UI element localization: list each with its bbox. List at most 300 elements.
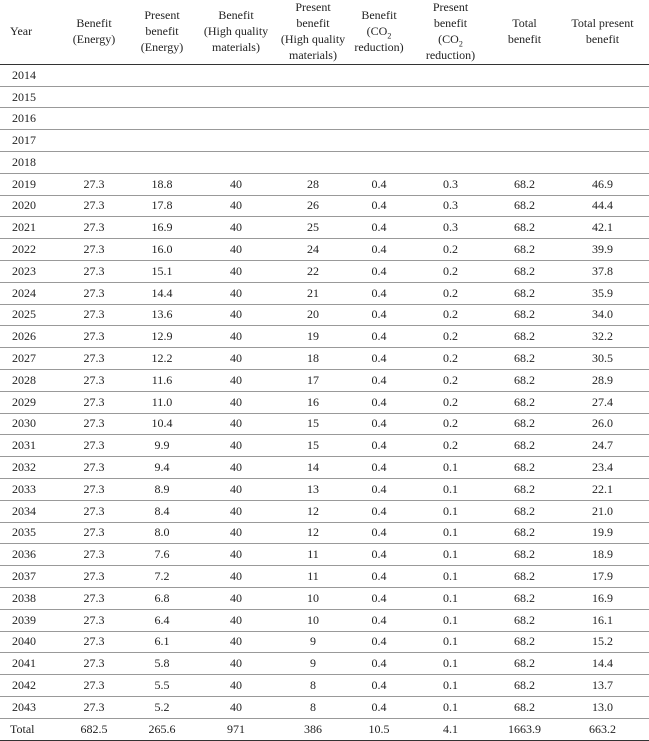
value-cell: 17.8 xyxy=(128,195,196,217)
value-cell: 5.2 xyxy=(128,696,196,718)
value-cell: 68.2 xyxy=(493,544,556,566)
value-cell xyxy=(128,152,196,174)
value-cell: 0.1 xyxy=(408,457,493,479)
value-cell: 16 xyxy=(276,391,350,413)
value-cell: 27.3 xyxy=(60,282,128,304)
value-cell: 0.1 xyxy=(408,696,493,718)
value-cell: 68.2 xyxy=(493,696,556,718)
table-row xyxy=(0,653,649,675)
year-cell: 2028 xyxy=(0,369,60,391)
value-cell: 40 xyxy=(196,631,276,653)
value-cell: 0.1 xyxy=(408,587,493,609)
value-cell: 20 xyxy=(276,304,350,326)
value-cell: 27.3 xyxy=(60,173,128,195)
value-cell: 0.4 xyxy=(350,675,408,697)
value-cell: 39.9 xyxy=(556,239,649,261)
value-cell: 7.6 xyxy=(128,544,196,566)
value-cell xyxy=(128,130,196,152)
value-cell: 13.0 xyxy=(556,696,649,718)
value-cell: 40 xyxy=(196,609,276,631)
value-cell: 6.1 xyxy=(128,631,196,653)
value-cell: 27.3 xyxy=(60,566,128,588)
value-cell: 32.2 xyxy=(556,326,649,348)
value-cell xyxy=(276,130,350,152)
total-cell: 4.1 xyxy=(408,718,493,740)
value-cell xyxy=(196,152,276,174)
value-cell: 19.9 xyxy=(556,522,649,544)
value-cell: 0.4 xyxy=(350,609,408,631)
value-cell: 40 xyxy=(196,566,276,588)
value-cell: 0.4 xyxy=(350,217,408,239)
value-cell: 0.1 xyxy=(408,478,493,500)
value-cell: 18.8 xyxy=(128,173,196,195)
value-cell: 0.4 xyxy=(350,369,408,391)
value-cell: 46.9 xyxy=(556,173,649,195)
value-cell: 68.2 xyxy=(493,348,556,370)
value-cell: 18.9 xyxy=(556,544,649,566)
table-body xyxy=(0,64,649,718)
value-cell: 0.2 xyxy=(408,326,493,348)
value-cell: 0.2 xyxy=(408,348,493,370)
value-cell: 68.2 xyxy=(493,173,556,195)
table-row xyxy=(0,500,649,522)
value-cell xyxy=(408,130,493,152)
value-cell: 22.1 xyxy=(556,478,649,500)
value-cell: 40 xyxy=(196,587,276,609)
value-cell xyxy=(60,108,128,130)
value-cell: 27.3 xyxy=(60,631,128,653)
value-cell: 27.3 xyxy=(60,413,128,435)
table-row xyxy=(0,631,649,653)
year-cell: 2029 xyxy=(0,391,60,413)
value-cell: 0.4 xyxy=(350,413,408,435)
value-cell: 27.3 xyxy=(60,609,128,631)
value-cell: 15 xyxy=(276,435,350,457)
value-cell: 0.1 xyxy=(408,631,493,653)
year-cell: 2043 xyxy=(0,696,60,718)
value-cell: 10.4 xyxy=(128,413,196,435)
header-benefit-materials: Benefit (High quality materials) xyxy=(196,0,276,64)
value-cell: 27.3 xyxy=(60,522,128,544)
value-cell: 17.9 xyxy=(556,566,649,588)
value-cell xyxy=(196,130,276,152)
value-cell: 0.4 xyxy=(350,304,408,326)
value-cell: 8.0 xyxy=(128,522,196,544)
value-cell: 0.3 xyxy=(408,173,493,195)
value-cell: 15.2 xyxy=(556,631,649,653)
value-cell: 0.2 xyxy=(408,282,493,304)
value-cell: 0.1 xyxy=(408,522,493,544)
value-cell: 40 xyxy=(196,260,276,282)
year-cell: 2018 xyxy=(0,152,60,174)
value-cell: 0.4 xyxy=(350,282,408,304)
value-cell: 0.2 xyxy=(408,260,493,282)
value-cell: 11 xyxy=(276,566,350,588)
value-cell: 68.2 xyxy=(493,435,556,457)
value-cell: 68.2 xyxy=(493,326,556,348)
value-cell: 42.1 xyxy=(556,217,649,239)
value-cell: 11 xyxy=(276,544,350,566)
table-row xyxy=(0,696,649,718)
value-cell: 27.3 xyxy=(60,544,128,566)
year-cell: 2031 xyxy=(0,435,60,457)
value-cell xyxy=(556,152,649,174)
value-cell: 28.9 xyxy=(556,369,649,391)
header-present-benefit-co2: Present benefit ($CO_2$ reduction) xyxy=(408,0,493,64)
value-cell xyxy=(556,64,649,86)
value-cell: 5.5 xyxy=(128,675,196,697)
value-cell: 68.2 xyxy=(493,500,556,522)
value-cell xyxy=(408,86,493,108)
value-cell: 68.2 xyxy=(493,566,556,588)
year-cell: 2026 xyxy=(0,326,60,348)
value-cell xyxy=(276,86,350,108)
value-cell: 0.2 xyxy=(408,304,493,326)
table-row xyxy=(0,86,649,108)
value-cell: 27.3 xyxy=(60,500,128,522)
value-cell: 44.4 xyxy=(556,195,649,217)
value-cell xyxy=(276,108,350,130)
value-cell: 68.2 xyxy=(493,217,556,239)
table-row xyxy=(0,391,649,413)
table-row xyxy=(0,217,649,239)
year-cell: 2027 xyxy=(0,348,60,370)
value-cell xyxy=(196,86,276,108)
table-row xyxy=(0,413,649,435)
header-total-present-benefit: Total present benefit xyxy=(556,0,649,64)
value-cell: 27.3 xyxy=(60,239,128,261)
value-cell: 0.3 xyxy=(408,217,493,239)
value-cell: 26 xyxy=(276,195,350,217)
year-cell: 2016 xyxy=(0,108,60,130)
year-cell: 2032 xyxy=(0,457,60,479)
value-cell xyxy=(493,130,556,152)
total-cell: 386 xyxy=(276,718,350,740)
value-cell: 34.0 xyxy=(556,304,649,326)
year-cell: 2035 xyxy=(0,522,60,544)
value-cell xyxy=(350,130,408,152)
value-cell: 21 xyxy=(276,282,350,304)
value-cell: 27.3 xyxy=(60,304,128,326)
total-label: Total xyxy=(0,718,60,740)
value-cell: 40 xyxy=(196,544,276,566)
year-cell: 2037 xyxy=(0,566,60,588)
year-cell: 2024 xyxy=(0,282,60,304)
value-cell: 68.2 xyxy=(493,369,556,391)
year-cell: 2020 xyxy=(0,195,60,217)
value-cell: 40 xyxy=(196,391,276,413)
year-cell: 2040 xyxy=(0,631,60,653)
value-cell: 68.2 xyxy=(493,260,556,282)
value-cell xyxy=(493,152,556,174)
value-cell: 28 xyxy=(276,173,350,195)
value-cell: 40 xyxy=(196,239,276,261)
value-cell: 12 xyxy=(276,522,350,544)
value-cell: 68.2 xyxy=(493,457,556,479)
value-cell: 40 xyxy=(196,413,276,435)
value-cell: 12 xyxy=(276,500,350,522)
value-cell: 5.8 xyxy=(128,653,196,675)
table-row xyxy=(0,173,649,195)
value-cell: 0.3 xyxy=(408,195,493,217)
value-cell: 26.0 xyxy=(556,413,649,435)
value-cell xyxy=(408,64,493,86)
value-cell: 27.3 xyxy=(60,478,128,500)
value-cell: 68.2 xyxy=(493,282,556,304)
value-cell: 40 xyxy=(196,675,276,697)
value-cell: 0.4 xyxy=(350,391,408,413)
value-cell: 27.3 xyxy=(60,435,128,457)
year-cell: 2023 xyxy=(0,260,60,282)
header-present-benefit-materials: Present benefit (High quality materials) xyxy=(276,0,350,64)
table-row xyxy=(0,435,649,457)
value-cell: 40 xyxy=(196,195,276,217)
value-cell xyxy=(60,130,128,152)
value-cell: 27.3 xyxy=(60,653,128,675)
value-cell: 0.4 xyxy=(350,478,408,500)
value-cell: 10 xyxy=(276,609,350,631)
table-row xyxy=(0,152,649,174)
header-present-benefit-energy: Present benefit (Energy) xyxy=(128,0,196,64)
value-cell: 11.0 xyxy=(128,391,196,413)
value-cell: 0.4 xyxy=(350,696,408,718)
year-cell: 2017 xyxy=(0,130,60,152)
value-cell: 0.4 xyxy=(350,566,408,588)
value-cell: 68.2 xyxy=(493,478,556,500)
total-cell: 10.5 xyxy=(350,718,408,740)
table-row xyxy=(0,566,649,588)
value-cell xyxy=(196,108,276,130)
value-cell: 0.1 xyxy=(408,544,493,566)
value-cell: 0.4 xyxy=(350,239,408,261)
value-cell: 68.2 xyxy=(493,587,556,609)
value-cell: 0.4 xyxy=(350,173,408,195)
value-cell: 25 xyxy=(276,217,350,239)
value-cell: 27.3 xyxy=(60,369,128,391)
value-cell: 0.2 xyxy=(408,239,493,261)
table-row xyxy=(0,478,649,500)
value-cell: 27.3 xyxy=(60,348,128,370)
value-cell xyxy=(493,108,556,130)
table-row xyxy=(0,675,649,697)
value-cell: 12.2 xyxy=(128,348,196,370)
value-cell xyxy=(350,64,408,86)
value-cell xyxy=(556,108,649,130)
year-cell: 2019 xyxy=(0,173,60,195)
value-cell: 68.2 xyxy=(493,391,556,413)
value-cell: 0.4 xyxy=(350,653,408,675)
value-cell: 0.4 xyxy=(350,544,408,566)
value-cell: 40 xyxy=(196,348,276,370)
table-row xyxy=(0,348,649,370)
value-cell: 35.9 xyxy=(556,282,649,304)
total-row xyxy=(0,718,649,740)
table-row xyxy=(0,239,649,261)
total-cell: 682.5 xyxy=(60,718,128,740)
value-cell: 27.3 xyxy=(60,696,128,718)
table-row xyxy=(0,369,649,391)
value-cell: 24.7 xyxy=(556,435,649,457)
value-cell xyxy=(128,86,196,108)
value-cell: 0.2 xyxy=(408,435,493,457)
value-cell: 30.5 xyxy=(556,348,649,370)
header-benefit-co2: Benefit ($CO_2$ reduction) xyxy=(350,0,408,64)
year-cell: 2030 xyxy=(0,413,60,435)
value-cell: 9.9 xyxy=(128,435,196,457)
year-cell: 2014 xyxy=(0,64,60,86)
value-cell: 68.2 xyxy=(493,304,556,326)
value-cell xyxy=(60,152,128,174)
value-cell: 40 xyxy=(196,369,276,391)
value-cell: 0.4 xyxy=(350,195,408,217)
value-cell: 7.2 xyxy=(128,566,196,588)
year-cell: 2015 xyxy=(0,86,60,108)
year-cell: 2022 xyxy=(0,239,60,261)
table-row xyxy=(0,304,649,326)
value-cell: 0.1 xyxy=(408,500,493,522)
value-cell xyxy=(493,64,556,86)
value-cell: 27.3 xyxy=(60,391,128,413)
table-footer xyxy=(0,718,649,740)
value-cell: 40 xyxy=(196,522,276,544)
value-cell xyxy=(276,64,350,86)
table-row xyxy=(0,587,649,609)
table-row xyxy=(0,282,649,304)
value-cell: 16.9 xyxy=(128,217,196,239)
value-cell: 40 xyxy=(196,282,276,304)
year-cell: 2021 xyxy=(0,217,60,239)
table-row xyxy=(0,260,649,282)
header-year: Year xyxy=(0,0,60,64)
value-cell: 0.4 xyxy=(350,631,408,653)
value-cell: 9 xyxy=(276,631,350,653)
table-row xyxy=(0,326,649,348)
value-cell xyxy=(493,86,556,108)
value-cell: 27.4 xyxy=(556,391,649,413)
value-cell: 68.2 xyxy=(493,195,556,217)
value-cell xyxy=(128,108,196,130)
value-cell: 13.6 xyxy=(128,304,196,326)
value-cell: 18 xyxy=(276,348,350,370)
value-cell: 6.4 xyxy=(128,609,196,631)
value-cell: 21.0 xyxy=(556,500,649,522)
value-cell: 9 xyxy=(276,653,350,675)
table-header xyxy=(0,0,649,64)
value-cell: 15 xyxy=(276,413,350,435)
value-cell: 68.2 xyxy=(493,631,556,653)
value-cell xyxy=(60,64,128,86)
value-cell: 40 xyxy=(196,500,276,522)
table-row xyxy=(0,64,649,86)
header-total-benefit: Total benefit xyxy=(493,0,556,64)
value-cell: 11.6 xyxy=(128,369,196,391)
value-cell: 0.1 xyxy=(408,675,493,697)
value-cell: 16.1 xyxy=(556,609,649,631)
value-cell: 40 xyxy=(196,326,276,348)
value-cell: 68.2 xyxy=(493,675,556,697)
value-cell: 68.2 xyxy=(493,522,556,544)
table-row xyxy=(0,130,649,152)
value-cell: 0.1 xyxy=(408,609,493,631)
value-cell: 8.4 xyxy=(128,500,196,522)
value-cell: 9.4 xyxy=(128,457,196,479)
value-cell: 0.4 xyxy=(350,326,408,348)
value-cell: 0.2 xyxy=(408,369,493,391)
value-cell xyxy=(276,152,350,174)
value-cell: 13 xyxy=(276,478,350,500)
year-cell: 2025 xyxy=(0,304,60,326)
value-cell: 23.4 xyxy=(556,457,649,479)
value-cell: 13.7 xyxy=(556,675,649,697)
value-cell: 12.9 xyxy=(128,326,196,348)
value-cell: 27.3 xyxy=(60,675,128,697)
value-cell: 27.3 xyxy=(60,195,128,217)
value-cell: 27.3 xyxy=(60,217,128,239)
value-cell: 40 xyxy=(196,457,276,479)
value-cell: 6.8 xyxy=(128,587,196,609)
value-cell: 68.2 xyxy=(493,413,556,435)
value-cell: 40 xyxy=(196,696,276,718)
value-cell: 10 xyxy=(276,587,350,609)
value-cell: 40 xyxy=(196,435,276,457)
value-cell: 14.4 xyxy=(128,282,196,304)
year-cell: 2036 xyxy=(0,544,60,566)
value-cell: 27.3 xyxy=(60,260,128,282)
value-cell: 40 xyxy=(196,217,276,239)
value-cell: 16.0 xyxy=(128,239,196,261)
value-cell: 27.3 xyxy=(60,457,128,479)
value-cell: 0.4 xyxy=(350,522,408,544)
value-cell: 27.3 xyxy=(60,326,128,348)
value-cell: 0.1 xyxy=(408,566,493,588)
value-cell: 8 xyxy=(276,696,350,718)
value-cell: 0.1 xyxy=(408,653,493,675)
value-cell: 40 xyxy=(196,478,276,500)
value-cell: 8 xyxy=(276,675,350,697)
value-cell: 68.2 xyxy=(493,653,556,675)
value-cell: 40 xyxy=(196,173,276,195)
value-cell: 0.4 xyxy=(350,587,408,609)
table-row xyxy=(0,108,649,130)
year-cell: 2041 xyxy=(0,653,60,675)
value-cell xyxy=(60,86,128,108)
value-cell xyxy=(350,152,408,174)
value-cell xyxy=(556,86,649,108)
value-cell xyxy=(350,108,408,130)
value-cell xyxy=(408,152,493,174)
value-cell xyxy=(196,64,276,86)
table-row xyxy=(0,457,649,479)
value-cell: 16.9 xyxy=(556,587,649,609)
value-cell: 15.1 xyxy=(128,260,196,282)
value-cell xyxy=(350,86,408,108)
value-cell: 40 xyxy=(196,653,276,675)
value-cell xyxy=(556,130,649,152)
value-cell: 0.4 xyxy=(350,348,408,370)
value-cell: 0.2 xyxy=(408,391,493,413)
total-cell: 265.6 xyxy=(128,718,196,740)
total-cell: 1663.9 xyxy=(493,718,556,740)
table-row xyxy=(0,544,649,566)
value-cell xyxy=(128,64,196,86)
year-cell: 2034 xyxy=(0,500,60,522)
value-cell: 0.4 xyxy=(350,260,408,282)
year-cell: 2033 xyxy=(0,478,60,500)
table-row xyxy=(0,522,649,544)
value-cell: 0.4 xyxy=(350,500,408,522)
total-cell: 971 xyxy=(196,718,276,740)
value-cell: 0.4 xyxy=(350,435,408,457)
